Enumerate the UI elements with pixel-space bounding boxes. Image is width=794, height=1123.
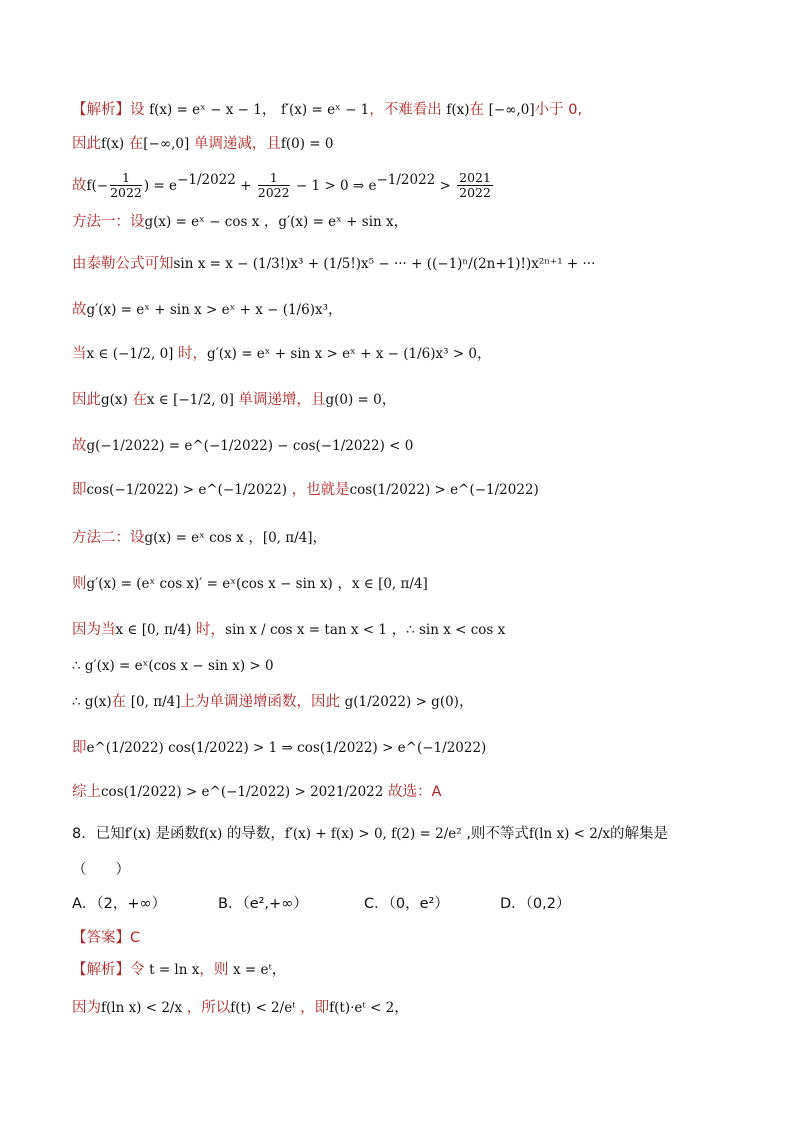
solution-line-13: 因为当x ∈ [0, π/4) 时，sin x / cos x = tan x < 1 ，∴ sin x < cos x — [72, 622, 506, 638]
fraction: $\frac{2021}{2022}$ — [459, 170, 491, 201]
question-blank: （ ） — [72, 862, 130, 878]
answer-value: C — [130, 930, 141, 946]
analysis-label: 【解析】 — [72, 962, 130, 978]
fraction: $\frac{1}{2022}$ — [257, 170, 290, 201]
option-a: A．（2，+∞） — [72, 896, 167, 912]
summary-line: 综上cos(1/2022) > e^(−1/2022) > 2021/2022 故选：A — [72, 784, 442, 800]
method-two-line: 方法二：设g(x) = eˣ cos x ，[0, π/4]， — [72, 530, 328, 546]
solution-line-3: 故f(− $\frac{1}{2022}$ ) = $e^{-1/2022}$ + $\frac{1}{2022}$ − 1 > 0 ⇒ $e^{-1/2022}$ > $\frac{2021}{2022}$ — [72, 170, 491, 201]
taylor-line: 由泰勒公式可知sin x = x − (1/3!)x³ + (1/5!)x⁵ − ··· + ((−1)ⁿ/(2n+1)!)x²ⁿ⁺¹ + ··· — [72, 256, 596, 272]
option-c: C．（0，e²） — [364, 896, 449, 912]
solution-line-q8-2: 因为f(ln x) < 2/x ，所以f(t) < 2/eᵗ ，即f(t)·eᵗ < 2， — [72, 1000, 409, 1016]
solution-line-16: 即e^(1/2022) cos(1/2022) > 1 ⇒ cos(1/2022) > e^(−1/2022) — [72, 740, 487, 756]
question-8: 8．已知f′(x) 是函数f(x) 的导数，f′(x) + f(x) > 0, f(2) = 2/e² ,则不等式f(ln x) < 2/x的解集是 — [72, 826, 669, 842]
answer-label: 【答案】 — [72, 930, 130, 946]
solution-line-14: ∴ g′(x) = eˣ(cos x − sin x) > 0 — [72, 658, 274, 674]
analysis-label: 【解析】 — [72, 102, 130, 118]
solution-line-12: 则g′(x) = (eˣ cos x)′ = eˣ(cos x − sin x) ，x ∈ [0, π/4] — [72, 576, 428, 592]
solution-line-15: ∴ g(x)在 [0, π/4]上为单调递增函数，因此 g(1/2022) > g(0)， — [72, 694, 474, 710]
method-one-line: 方法一：设g(x) = eˣ − cos x ，g′(x) = eˣ + sin x， — [72, 214, 409, 230]
option-d: D．（0,2） — [500, 896, 571, 912]
solution-line-1: 【解析】设 f(x) = eˣ − x − 1， f′(x) = eˣ − 1，不难看出 f(x)在 [−∞,0]小于 0, — [72, 102, 583, 118]
solution-line-9: 故g(−1/2022) = e^(−1/2022) − cos(−1/2022) < 0 — [72, 438, 414, 454]
answer-line — [72, 928, 140, 948]
answer-options — [72, 894, 570, 914]
solution-line-8: 因此g(x) 在x ∈ [−1/2, 0] 单调递增，且g(0) = 0， — [72, 392, 397, 408]
solution-line-7: 当x ∈ (−1/2, 0] 时，g′(x) = eˣ + sin x > eˣ + x − (1/6)x³ > 0， — [72, 346, 492, 362]
option-b: B．（e²,+∞） — [218, 896, 308, 912]
fraction: $\frac{1}{2022}$ — [110, 170, 142, 201]
solution-line-6: 故g′(x) = eˣ + sin x > eˣ + x − (1/6)x³， — [72, 302, 343, 318]
solution-line-q8-1: 【解析】令 t = ln x，则 x = eᵗ， — [72, 962, 287, 978]
solution-line-2: 因此f(x) 在[−∞,0] 单调递减，且f(0) = 0 — [72, 136, 334, 152]
solution-line-10: 即cos(−1/2022) > e^(−1/2022) ，也就是cos(1/2022) > e^(−1/2022) — [72, 482, 539, 498]
